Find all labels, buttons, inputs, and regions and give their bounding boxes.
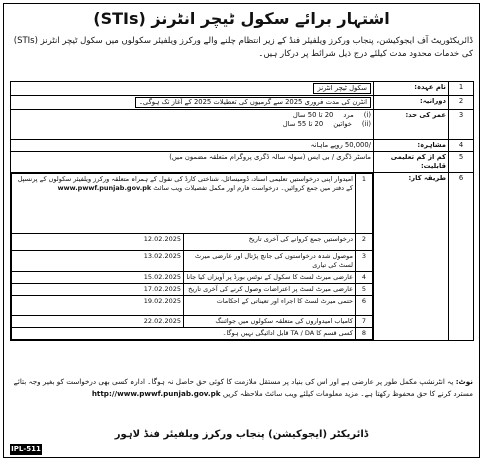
- duration-text: انٹرن کی مدت فروری 2025 سے گرمیوں کی تعطیلات 2025 کے آغاز تک ہوگی۔: [135, 97, 371, 108]
- step-text: درخواستیں جمع کروانے کی آخری تاریخ: [184, 234, 356, 251]
- salary-value: /50,000 روپے ماہانہ: [11, 140, 374, 152]
- step-date: 12.02.2025: [12, 234, 184, 251]
- table-row: [11, 82, 474, 96]
- age-range: 20 تا 55 سال: [282, 120, 324, 128]
- step-date: 15.02.2025: [12, 272, 184, 284]
- procedure-row: [12, 234, 373, 251]
- table-row: [11, 152, 474, 173]
- step-text: عارضی میرٹ لسٹ کا سکول کے نوٹس بورڈ پر آویزاں کیا جانا: [184, 272, 356, 284]
- row-number: 4: [449, 140, 474, 152]
- notice-website-link[interactable]: http://www.pwwf.punjab.gov.pk: [91, 389, 221, 398]
- advertisement-page: [3, 3, 480, 458]
- ad-title: اشتہار برائے سکول ٹیچر انٹرنز (STIs): [93, 9, 390, 28]
- age-gender: مرد: [343, 111, 354, 119]
- step-number: 3: [356, 251, 373, 272]
- step-number: 4: [356, 272, 373, 284]
- step-number: 8: [356, 328, 373, 340]
- row-value: [11, 96, 374, 110]
- row-label: دورانیہ:: [374, 96, 449, 110]
- step-text: عارضی میرٹ لسٹ پر اعتراضات وصول کرنے کی آخری تاریخ: [184, 284, 356, 296]
- row-number: 1: [449, 82, 474, 96]
- age-limit-male: [13, 111, 371, 120]
- age-gender: خواتین: [333, 120, 352, 128]
- procedure-row: [12, 296, 373, 316]
- age-index: (ii): [361, 120, 371, 128]
- row-label: نام عہدہ:: [374, 82, 449, 96]
- step-date: 22.02.2025: [12, 316, 184, 328]
- step-date: 13.02.2025: [12, 251, 184, 272]
- row-value: [11, 82, 374, 96]
- ad-intro: ڈائریکٹوریٹ آف ایجوکیشن، پنجاب ورکرز ویلفیئر فنڈ کے زیر انتظام چلنے والے ورکرز ویلفیئر سکولوں میں سکول ٹیچر انٹرنز (STIs) کی خدمات محدود مدت کیلئے درج ذیل شرائط پر درکار ہیں۔: [13, 36, 473, 59]
- procedure-row: [12, 284, 373, 296]
- row-label: کم از کم تعلیمی قابلیت:: [374, 152, 449, 173]
- procedure-row: [12, 272, 373, 284]
- step-number: 5: [356, 284, 373, 296]
- step-text: حتمی میرٹ لسٹ کا اجراء اور تعیناتی کے احکامات: [184, 296, 356, 316]
- step-text: کسی قسم کا TA / DA قابل ادائیگی نہیں ہوگا۔: [12, 328, 356, 340]
- notice-label: نوٹ:: [455, 377, 473, 386]
- row-label: عمر کی حد:: [374, 110, 449, 140]
- step-number: 7: [356, 316, 373, 328]
- notice-section: [10, 376, 473, 424]
- step-date: 19.02.2025: [12, 296, 184, 316]
- step-number: 6: [356, 296, 373, 316]
- requirements-table: [10, 81, 474, 341]
- ipl-badge: IPL-511: [11, 445, 41, 453]
- issuer-signature: ڈائریکٹر (ایجوکیشن) پنجاب ورکرز ویلفیئر فنڈ لاہور: [114, 429, 369, 440]
- table-row: [11, 110, 474, 140]
- age-range: 20 تا 50 سال: [292, 111, 334, 119]
- step-number: 2: [356, 234, 373, 251]
- age-limit-female: [13, 120, 371, 129]
- table-row: [11, 173, 474, 341]
- step-text: امیدوار اپنی درخواستیں تعلیمی اسناد، ڈومیسائل، شناختی کارڈ کی نقول کے ہمراہ متعلقہ ورکرز ویلفیئر سکولوں کے پرنسپل کے دفتر میں جمع کروائیں۔ درخواست فارم اور مکمل تفصیلات ویب سائٹ www.pwwf.punjab.gov.pk: [12, 174, 356, 234]
- procedure-cell: [11, 173, 374, 341]
- step-text: کامیاب امیدواروں کی متعلقہ سکولوں میں جوائننگ: [184, 316, 356, 328]
- procedure-table: [11, 173, 373, 340]
- row-number: 5: [449, 152, 474, 173]
- table-row: [11, 96, 474, 110]
- row-label: مشاہرہ:: [374, 140, 449, 152]
- step-number: 1: [356, 174, 373, 234]
- row-number: 2: [449, 96, 474, 110]
- post-name: سکول ٹیچر انٹرنز: [313, 83, 371, 94]
- row-number: 3: [449, 110, 474, 140]
- table-row: [11, 140, 474, 152]
- procedure-row: [12, 174, 373, 234]
- row-label: طریقہ کار:: [374, 173, 449, 341]
- age-limit-cell: [11, 110, 374, 140]
- procedure-row: [12, 316, 373, 328]
- procedure-row: [12, 328, 373, 340]
- qualification-value: ماسٹر ڈگری / بی ایس (سولہ سالہ ڈگری پروگرام متعلقہ مضمون میں): [11, 152, 374, 173]
- age-index: (i): [363, 111, 371, 119]
- row-number: 6: [449, 173, 474, 341]
- procedure-row: [12, 251, 373, 272]
- notice-text: یہ انٹرنشپ مکمل طور پر عارضی ہے اور اس کی بنیاد پر مستقل ملازمت کا کوئی حق حاصل نہ ہوگا۔ ادارہ کسی بھی درخواست کو بغیر وجہ بتائے مسترد کرنے کا حق محفوظ رکھتا ہے۔ مزید معلومات کیلئے ویب سائٹ ملاحظہ کریں: [13, 377, 473, 398]
- step-date: 17.02.2025: [12, 284, 184, 296]
- website-link[interactable]: www.pwwf.punjab.gov.pk: [57, 184, 152, 192]
- step-text: موصول شدہ درخواستوں کی جانچ پڑتال اور عارضی میرٹ لسٹ کی تیاری: [184, 251, 356, 272]
